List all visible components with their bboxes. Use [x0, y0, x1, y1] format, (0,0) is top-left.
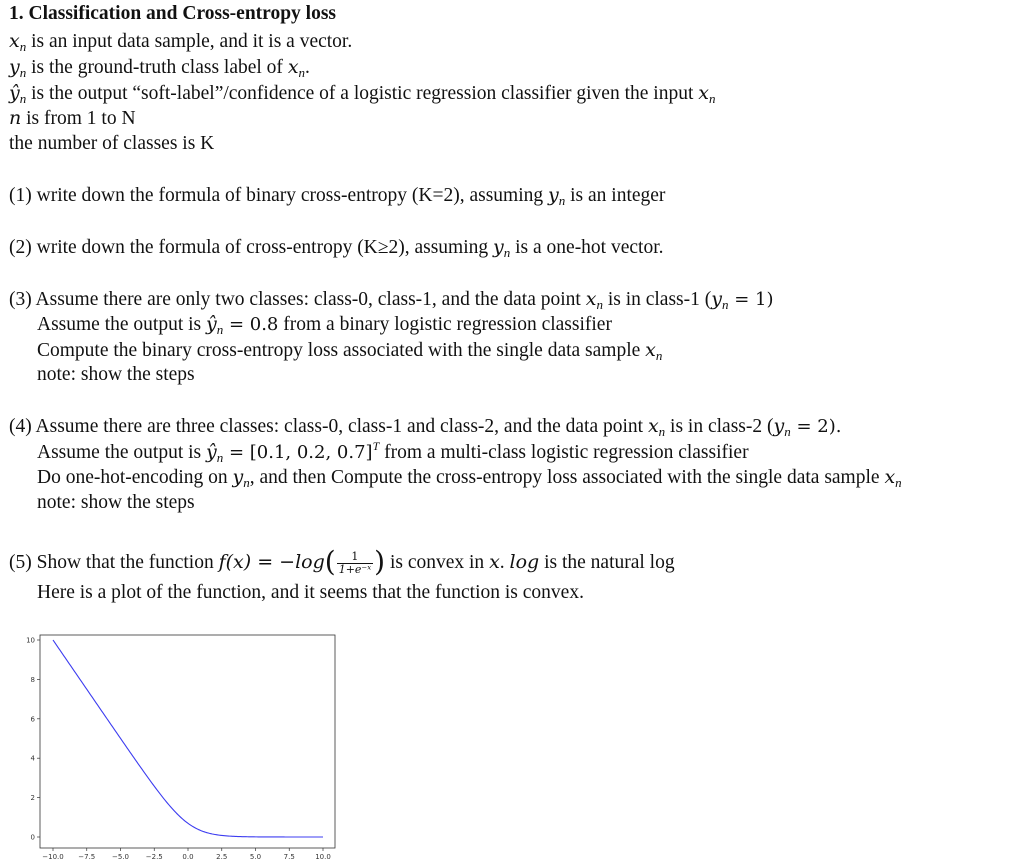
x-tick-label: 5.0 — [249, 853, 262, 861]
x-tick-label: 2.5 — [216, 853, 228, 861]
def-k: the number of classes is K — [9, 133, 215, 154]
y-tick-label: 10 — [26, 636, 35, 645]
softplus-chart — [28, 630, 348, 862]
y-tick-label: 6 — [30, 715, 35, 724]
x-tick-label: 10.0 — [315, 853, 331, 861]
y-axis-ticks — [26, 637, 40, 842]
question-4-note: note: show the steps — [37, 492, 195, 513]
def-yn: $y_n$ is the ground-truth class label of $x_n$. — [9, 56, 310, 80]
question-5-line-1: (5) Show that the function f(x) = −log( $\frac{1}{\text{1+e⁻ˣ}}$ ) is convex in x. log is the natural log — [9, 545, 675, 578]
x-tick-label: 7.5 — [283, 853, 295, 861]
question-3-note: note: show the steps — [37, 364, 195, 385]
question-2: (2) write down the formula of cross-entropy (K≥2), assuming $y_n$ is a one-hot vector. — [9, 236, 664, 260]
def-n: n is from 1 to N — [9, 107, 136, 129]
question-3-line-3: Compute the binary cross-entropy loss associated with the single data sample $x_n$ — [37, 339, 663, 363]
question-1: (1) write down the formula of binary cross-entropy (K=2), assuming $y_n$ is an integer — [9, 184, 666, 208]
question-4-line-2: Assume the output is $ŷ_n = [0.1$, 0.2, 0.7]$^T$ from a multi-class logistic regression classifier — [37, 439, 749, 465]
y-tick-label: 2 — [30, 794, 35, 803]
def-yhat: $ŷ_n$ is the output “soft-label”/confidence of a logistic regression classifier given the input $x_n$ — [9, 82, 716, 106]
x-tick-label: −5.0 — [112, 853, 129, 861]
question-4-line-3: Do one-hot-encoding on $y_n$, and then Compute the cross-entropy loss associated with the single data sample $x_n$ — [37, 466, 902, 490]
fraction: $\frac{1}{\text{1+e⁻ˣ}}$ — [338, 550, 372, 577]
page-title: 1. Classification and Cross-entropy loss — [9, 3, 337, 24]
x-tick-label: −10.0 — [42, 853, 64, 861]
x-tick-label: −2.5 — [145, 853, 163, 861]
y-tick-label: 4 — [30, 754, 35, 763]
def-xn: $x_n$ is an input data sample, and it is a vector. — [9, 30, 353, 54]
x-axis-ticks — [42, 848, 331, 861]
x-tick-label: 0.0 — [182, 853, 194, 861]
plot-frame — [40, 635, 335, 848]
x-tick-label: −7.5 — [78, 853, 96, 861]
question-3-line-1: (3) Assume there are only two classes: class-0, class-1, and the data point $x_n$ is in class-1 $(y_n = 1)$ — [9, 288, 774, 312]
question-5-line-2: Here is a plot of the function, and it seems that the function is convex. — [37, 582, 584, 603]
y-tick-label: 0 — [30, 833, 35, 842]
function-expression: f(x) = −log — [218, 551, 325, 573]
question-3-line-2: Assume the output is $ŷ_n = 0.8$ from a binary logistic regression classifier — [37, 313, 612, 337]
y-tick-label: 8 — [30, 675, 35, 684]
question-4-line-1: (4) Assume there are three classes: class-0, class-1 and class-2, and the data point $x_n$ is in class-2 $(y_n = 2)$. — [9, 415, 842, 439]
